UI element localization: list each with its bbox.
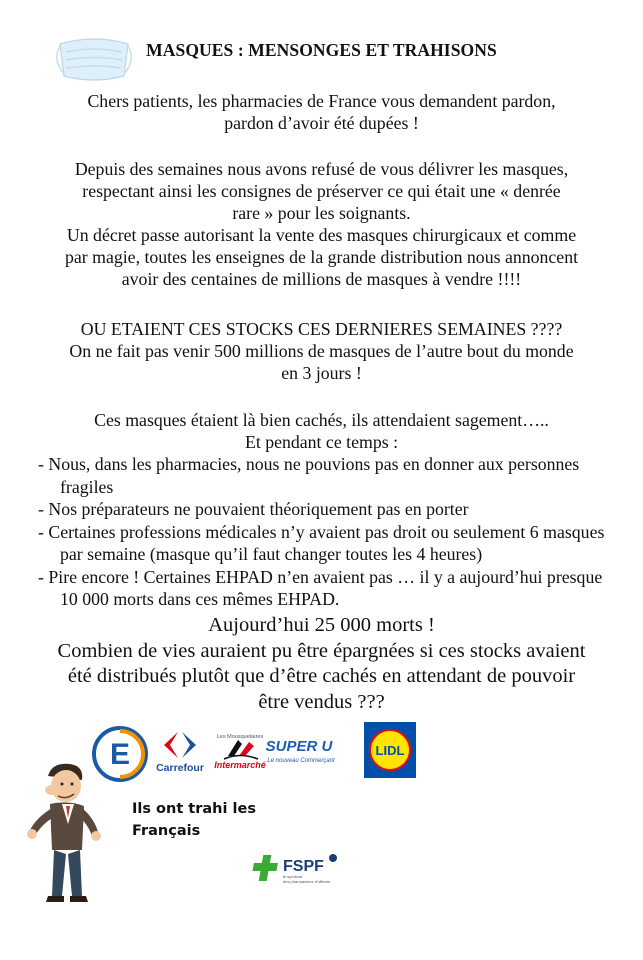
intermarche-logo-tagline: Les Mousquetaires — [216, 734, 264, 740]
intermarche-logo — [212, 730, 268, 772]
list-item: - Nos préparateurs ne pouvaient théoriquement pas en porter — [38, 499, 469, 519]
conclusion-line: Aujourd’hui 25 000 morts ! — [208, 614, 435, 636]
list-item: - Pire encore ! Certaines EHPAD n’en avaient pas … il y a aujourd’hui presque 10 000 morts dans ces mêmes EHPAD. — [38, 566, 603, 609]
fspf-logo-subtitle-2: des pharmaciens d’officine — [283, 879, 331, 884]
text-line: avoir des centaines de millions de masques à vendre !!!! — [121, 269, 522, 289]
conclusion-line: Combien de vies auraient pu être épargnées si ces stocks avaient — [57, 639, 586, 662]
footer-line: Français — [132, 823, 201, 839]
carrefour-logo-text: Carrefour — [156, 762, 204, 774]
conclusion-line: être vendus ??? — [258, 690, 385, 713]
text-line: respectant ainsi les consignes de préserver ce qui était une « denrée — [82, 181, 561, 201]
superu-logo — [263, 736, 335, 766]
text-line: Un décret passe autorisant la vente des masques chirurgicaux et comme — [66, 225, 577, 245]
fspf-logo — [250, 851, 345, 887]
text-line: Et pendant ce temps : — [244, 432, 399, 452]
intermarche-logo-text: Intermarché — [214, 760, 266, 770]
text-line: On ne fait pas venir 500 millions de masques de l’autre bout du monde — [69, 341, 574, 361]
footer-line: Ils ont trahi les — [132, 801, 256, 817]
text-line: en 3 jours ! — [281, 363, 362, 383]
body-paragraph-2 — [20, 318, 623, 384]
footer-text — [132, 798, 256, 842]
conclusion — [20, 613, 623, 715]
lidl-logo — [364, 722, 416, 778]
text-line: rare » pour les soignants. — [232, 203, 411, 223]
page-title: MASQUES : MENSONGES ET TRAHISONS — [146, 40, 497, 60]
superu-logo-text: SUPER U — [265, 738, 333, 755]
intro-paragraph — [20, 90, 623, 134]
carrefour-logo — [150, 728, 210, 776]
body-paragraph-3 — [20, 409, 623, 453]
text-line: Depuis des semaines nous avons refusé de vous délivrer les masques, — [74, 159, 569, 179]
list-item: - Certaines professions médicales n’y avaient pas droit ou seulement 6 masques par semaine (masque qu’il faut changer toutes les 4 heures) — [38, 521, 605, 564]
list-item: - Nous, dans les pharmacies, nous ne pouvions pas en donner aux personnes fragiles — [38, 454, 580, 497]
cartoon-man-illustration — [22, 758, 114, 908]
intro-line: Chers patients, les pharmacies de France vous demandent pardon, — [87, 91, 556, 111]
intro-line: pardon d’avoir été dupées ! — [224, 113, 419, 133]
superu-logo-tagline: Le nouveau Commerçant — [267, 758, 335, 764]
body-paragraph-1 — [20, 158, 623, 290]
text-line: Ces masques étaient là bien cachés, ils attendaient sagement….. — [94, 410, 549, 430]
grievance-list — [38, 453, 618, 611]
lidl-logo-text: LIDL — [375, 743, 405, 758]
leclerc-logo-letter: E — [109, 738, 131, 771]
fspf-logo-text: FSPF — [283, 858, 324, 875]
text-line: OU ETAIENT CES STOCKS CES DERNIERES SEMAINES ???? — [80, 319, 563, 339]
text-line: par magie, toutes les enseignes de la grande distribution nous annoncent — [64, 247, 579, 267]
fspf-logo-subtitle-1: le syndicat — [283, 874, 302, 879]
conclusion-line: été distribués plutôt que d’être cachés en attendant de pouvoir — [67, 665, 576, 687]
